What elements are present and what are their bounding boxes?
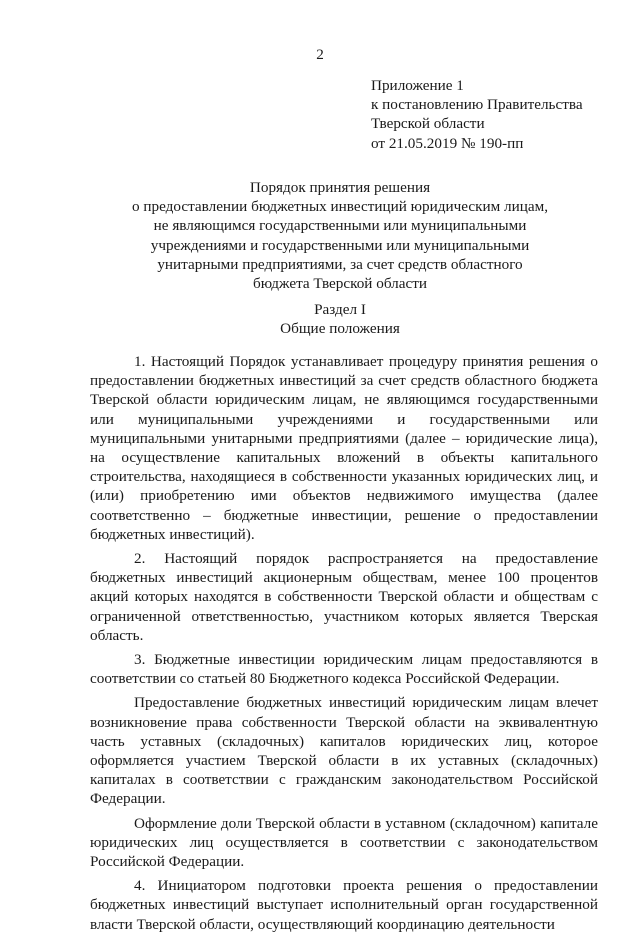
title-line: учреждениями и государственными или муниципальными [150,236,530,254]
paragraph: 1. Настоящий Порядок устанавливает процедуру принятия решения о предоставлении бюджетных инвестиций за счет средств областного бюджета Тверской области юридическим лицам, не являющимся государственными или муниципальными учреждениями и государственными или муниципальными унитарными предприятиями (далее – юридические лица), на осуществление капитальных вложений в объекты капитального строительства, находящиеся в собственности указанных юридических лиц, и (или) приобретению ими объектов недвижимого имущества (далее соответственно – бюджетные инвестиции, решение о предоставлении бюджетных инвестиций). [90,353,598,543]
title-line: Порядок принятия решения [249,179,431,196]
title-line: не являющимся государственными или муниципальными [153,217,527,235]
appendix-block [371,76,631,153]
section-heading [40,300,640,338]
document-body [90,352,598,939]
paragraph: 2. Настоящий порядок распространяется на предоставление бюджетных инвестиций акционерным обществам, менее 100 процентов акций которых находятся в собственности Тверской области и обществам с ограниченной ответственностью, участником которых является Тверская область. [90,550,598,644]
page-number: 2 [316,46,324,63]
section-name: Общие положения [280,320,400,338]
paragraph: 3. Бюджетные инвестиции юридическим лицам предоставляются в соответствии со статьей 80 Бюджетного кодекса Российской Федерации. [90,651,598,688]
paragraph: Предоставление бюджетных инвестиций юридическим лицам влечет возникновение права собственности Тверской области на эквивалентную часть уставных (складочных) капиталов юридических лиц, которое оформляется участием Тверской области в их уставных (складочных) капиталах в соответствии с гражданским законодательством Российской Федерации. [90,694,598,808]
appendix-line: Приложение 1 [371,77,464,94]
section-number: Раздел I [314,301,366,318]
title-line: о предоставлении бюджетных инвестиций юридическим лицам, [131,198,548,216]
paragraph: 4. Инициатором подготовки проекта решения о предоставлении бюджетных инвестиций выступает исполнительный орган государственной власти Тверской области, осуществляющий координацию деятельности [90,877,598,933]
appendix-line: к постановлению Правительства [371,96,583,114]
title-line: бюджета Тверской области [253,275,427,293]
paragraph: Оформление доли Тверской области в уставном (складочном) капитале юридических лиц осуществляется в соответствии с законодательством Российской Федерации. [90,814,598,871]
appendix-line: от 21.05.2019 № 190-пп [371,134,524,152]
appendix-line: Тверской области [371,115,485,133]
document-title [40,178,640,293]
title-line: унитарными предприятиями, за счет средств областного [157,255,523,273]
